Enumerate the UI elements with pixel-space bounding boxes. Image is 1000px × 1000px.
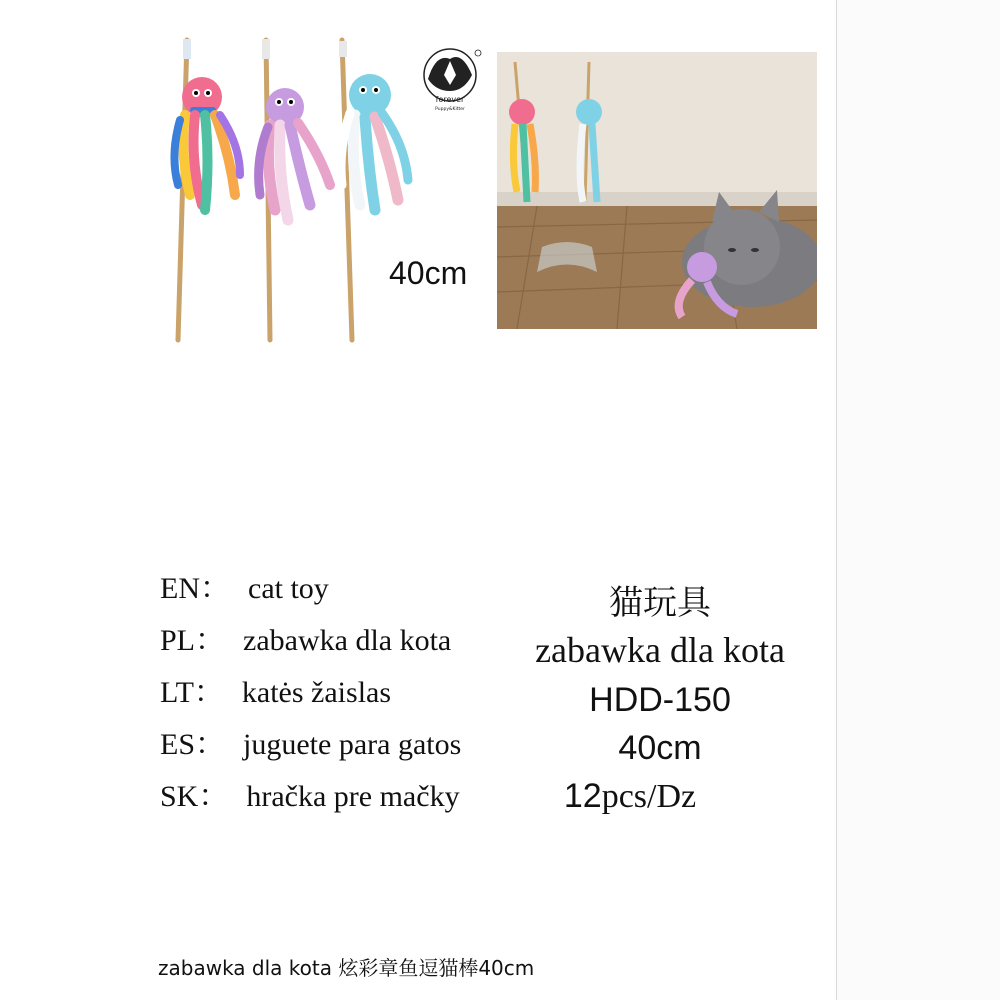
svg-text:forever: forever — [435, 95, 465, 104]
language-translation-list — [160, 563, 461, 823]
brand-logo — [418, 45, 488, 115]
pack-quantity — [430, 772, 830, 821]
chinese-product-name: 猫玩具 — [609, 583, 711, 623]
right-margin-strip — [837, 0, 1000, 1000]
product-info-block — [490, 582, 830, 821]
svg-text:Puppy&Kitter: Puppy&Kitter — [435, 107, 465, 112]
product-length: 40cm — [618, 729, 702, 767]
lang-row-pl: PL： zabawka dla kota — [160, 624, 452, 657]
rainbow-octopus-toy — [174, 77, 240, 210]
toy-product-image — [160, 35, 420, 350]
pack-number: 12 — [563, 777, 602, 815]
vertical-divider — [836, 0, 837, 1000]
item-code: HDD-150 — [589, 681, 731, 719]
polish-product-name: zabawka dla kota — [535, 630, 785, 670]
pack-unit: pcs/Dz — [601, 778, 697, 815]
product-caption: zabawka dla kota 炫彩章鱼逗猫棒40cm — [158, 956, 535, 980]
lang-row-lt: LT： katės žaislas — [160, 676, 392, 709]
lang-row-es: ES： juguete para gatos — [160, 728, 462, 761]
blue-octopus-toy — [341, 74, 408, 210]
product-size-label: 40cm — [389, 255, 468, 291]
lang-row-en: EN： cat toy — [160, 572, 329, 605]
lang-row-sk: SK： hračka pre mačky — [160, 780, 460, 813]
purple-octopus-toy — [259, 88, 330, 220]
cat-playing-photo — [497, 52, 817, 329]
